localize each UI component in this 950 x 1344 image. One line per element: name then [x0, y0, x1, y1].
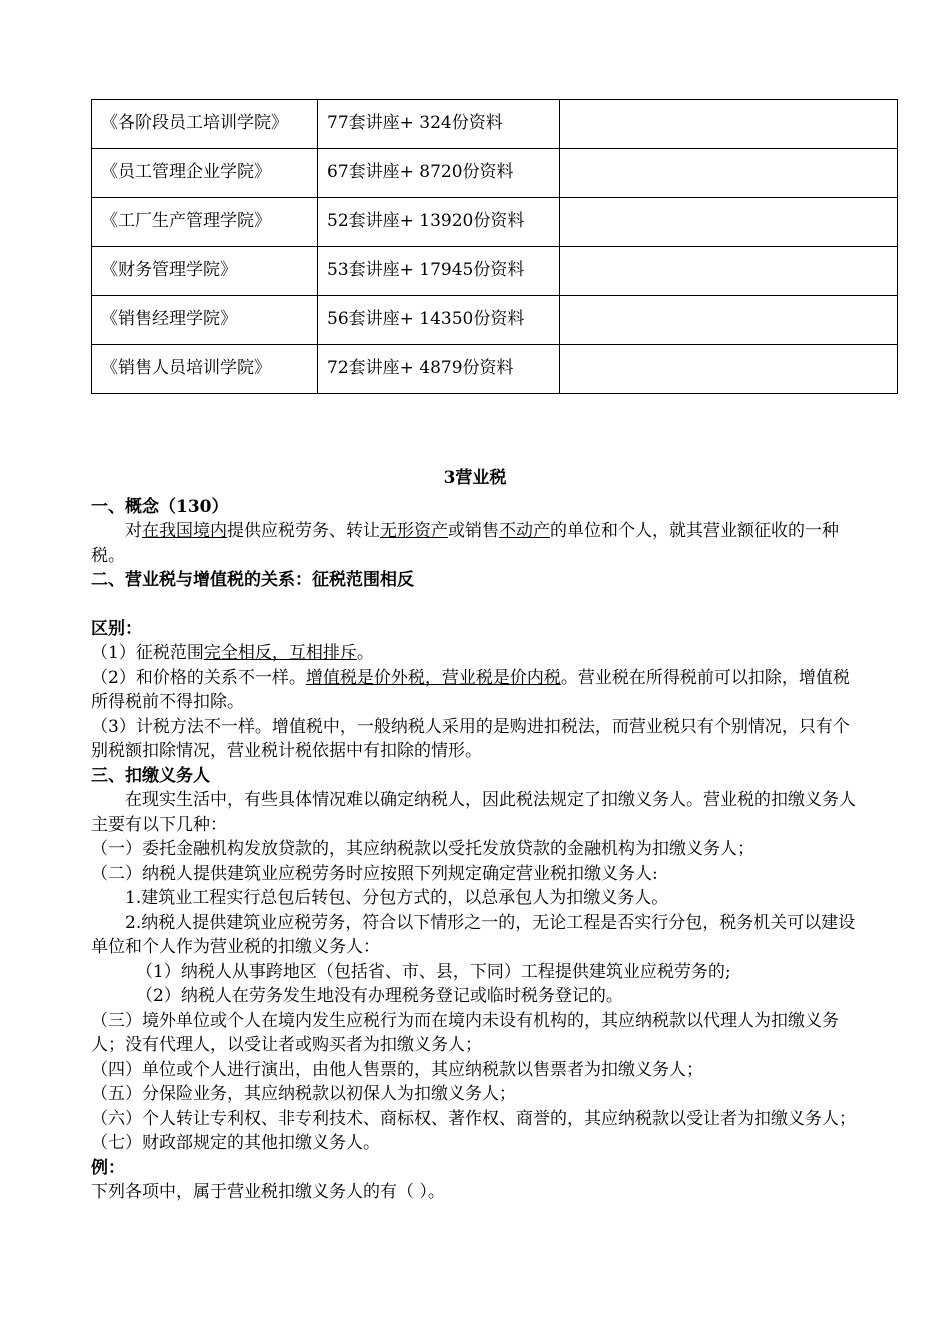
withholding-item-2-2a: （1）纳税人从事跨地区（包括省、市、县，下同）工程提供建筑业应税劳务的; [136, 961, 731, 982]
course-name-cell: 《工厂生产管理学院》 [92, 198, 318, 247]
course-note-cell [560, 345, 898, 394]
course-note-cell [560, 100, 898, 149]
withholding-item-3: （三）境外单位或个人在境内发生应税行为而在境内未设有机构的，其应纳税款以代理人为扣缴义务人；没有代理人，以受让者或购买者为扣缴义务人； [91, 1010, 839, 1055]
course-name-cell: 《销售经理学院》 [92, 296, 318, 345]
table-row [92, 296, 898, 345]
course-content-cell: 67套讲座+ 8720份资料 [318, 149, 560, 198]
table-row [92, 100, 898, 149]
course-name-cell: 《财务管理学院》 [92, 247, 318, 296]
difference-1: （1）征税范围完全相反，互相排斥。 [91, 643, 374, 663]
table-row [92, 345, 898, 394]
heading-concept: 一、概念（130） [91, 496, 229, 517]
course-content-cell: 52套讲座+ 13920份资料 [318, 198, 560, 247]
table-row [92, 149, 898, 198]
withholding-item-2-2: 2.纳税人提供建筑业应税劳务，符合以下情形之一的，无论工程是否实行分包，税务机关可以建设单位和个人作为营业税的扣缴义务人： [91, 912, 856, 957]
difference-3: （3）计税方法不一样。增值税中，一般纳税人采用的是购进扣税法，而营业税只有个别情况，只有个别税额扣除情况，营业税计税依据中有扣除的情形。 [91, 716, 850, 761]
difference-2: （2）和价格的关系不一样。增值税是价外税，营业税是价内税。营业税在所得税前可以扣除，增值税所得税前不得扣除。 [91, 667, 850, 712]
course-note-cell [560, 247, 898, 296]
heading-relation: 二、营业税与增值税的关系：征税范围相反 [91, 570, 414, 590]
heading-withholding: 三、扣缴义务人 [91, 765, 210, 786]
course-content-cell: 77套讲座+ 324份资料 [318, 100, 560, 149]
course-name-cell: 《员工管理企业学院》 [92, 149, 318, 198]
section-title: 3营业税 [443, 468, 507, 488]
heading-difference: 区别： [91, 618, 142, 639]
course-note-cell [560, 149, 898, 198]
course-content-cell: 53套讲座+ 17945份资料 [318, 247, 560, 296]
withholding-item-2-1: 1.建筑业工程实行总包后转包、分包方式的，以总承包人为扣缴义务人。 [125, 888, 669, 908]
withholding-item-5: （五）分保险业务，其应纳税款以初保人为扣缴义务人； [91, 1084, 516, 1104]
course-content-cell: 56套讲座+ 14350份资料 [318, 296, 560, 345]
document-body [91, 466, 859, 1205]
heading-example: 例： [91, 1157, 125, 1178]
course-name-cell: 《销售人员培训学院》 [92, 345, 318, 394]
table-row [92, 198, 898, 247]
withholding-item-2-2b: （2）纳税人在劳务发生地没有办理税务登记或临时税务登记的。 [136, 986, 623, 1006]
course-note-cell [560, 198, 898, 247]
course-content-cell: 72套讲座+ 4879份资料 [318, 345, 560, 394]
example-question: 下列各项中，属于营业税扣缴义务人的有（ ）。 [91, 1182, 445, 1202]
withholding-item-1: （一）委托金融机构发放贷款的，其应纳税款以受托发放贷款的金融机构为扣缴义务人； [91, 839, 754, 859]
withholding-intro: 在现实生活中，有些具体情况难以确定纳税人，因此税法规定了扣缴义务人。营业税的扣缴义务人主要有以下几种： [91, 790, 856, 835]
concept-paragraph: 对在我国境内提供应税劳务、转让无形资产或销售不动产的单位和个人，就其营业额征收的一种税。 [91, 521, 839, 566]
withholding-item-6: （六）个人转让专利权、非专利技术、商标权、著作权、商誉的，其应纳税款以受让者为扣缴义务人； [91, 1108, 856, 1129]
table-row [92, 247, 898, 296]
course-name-cell: 《各阶段员工培训学院》 [92, 100, 318, 149]
withholding-item-7: （七）财政部规定的其他扣缴义务人。 [91, 1133, 380, 1153]
withholding-item-4: （四）单位或个人进行演出，由他人售票的，其应纳税款以售票者为扣缴义务人； [91, 1059, 703, 1080]
withholding-item-2: （二）纳税人提供建筑业应税劳务时应按照下列规定确定营业税扣缴义务人: [91, 863, 658, 884]
course-table [91, 99, 898, 394]
course-note-cell [560, 296, 898, 345]
